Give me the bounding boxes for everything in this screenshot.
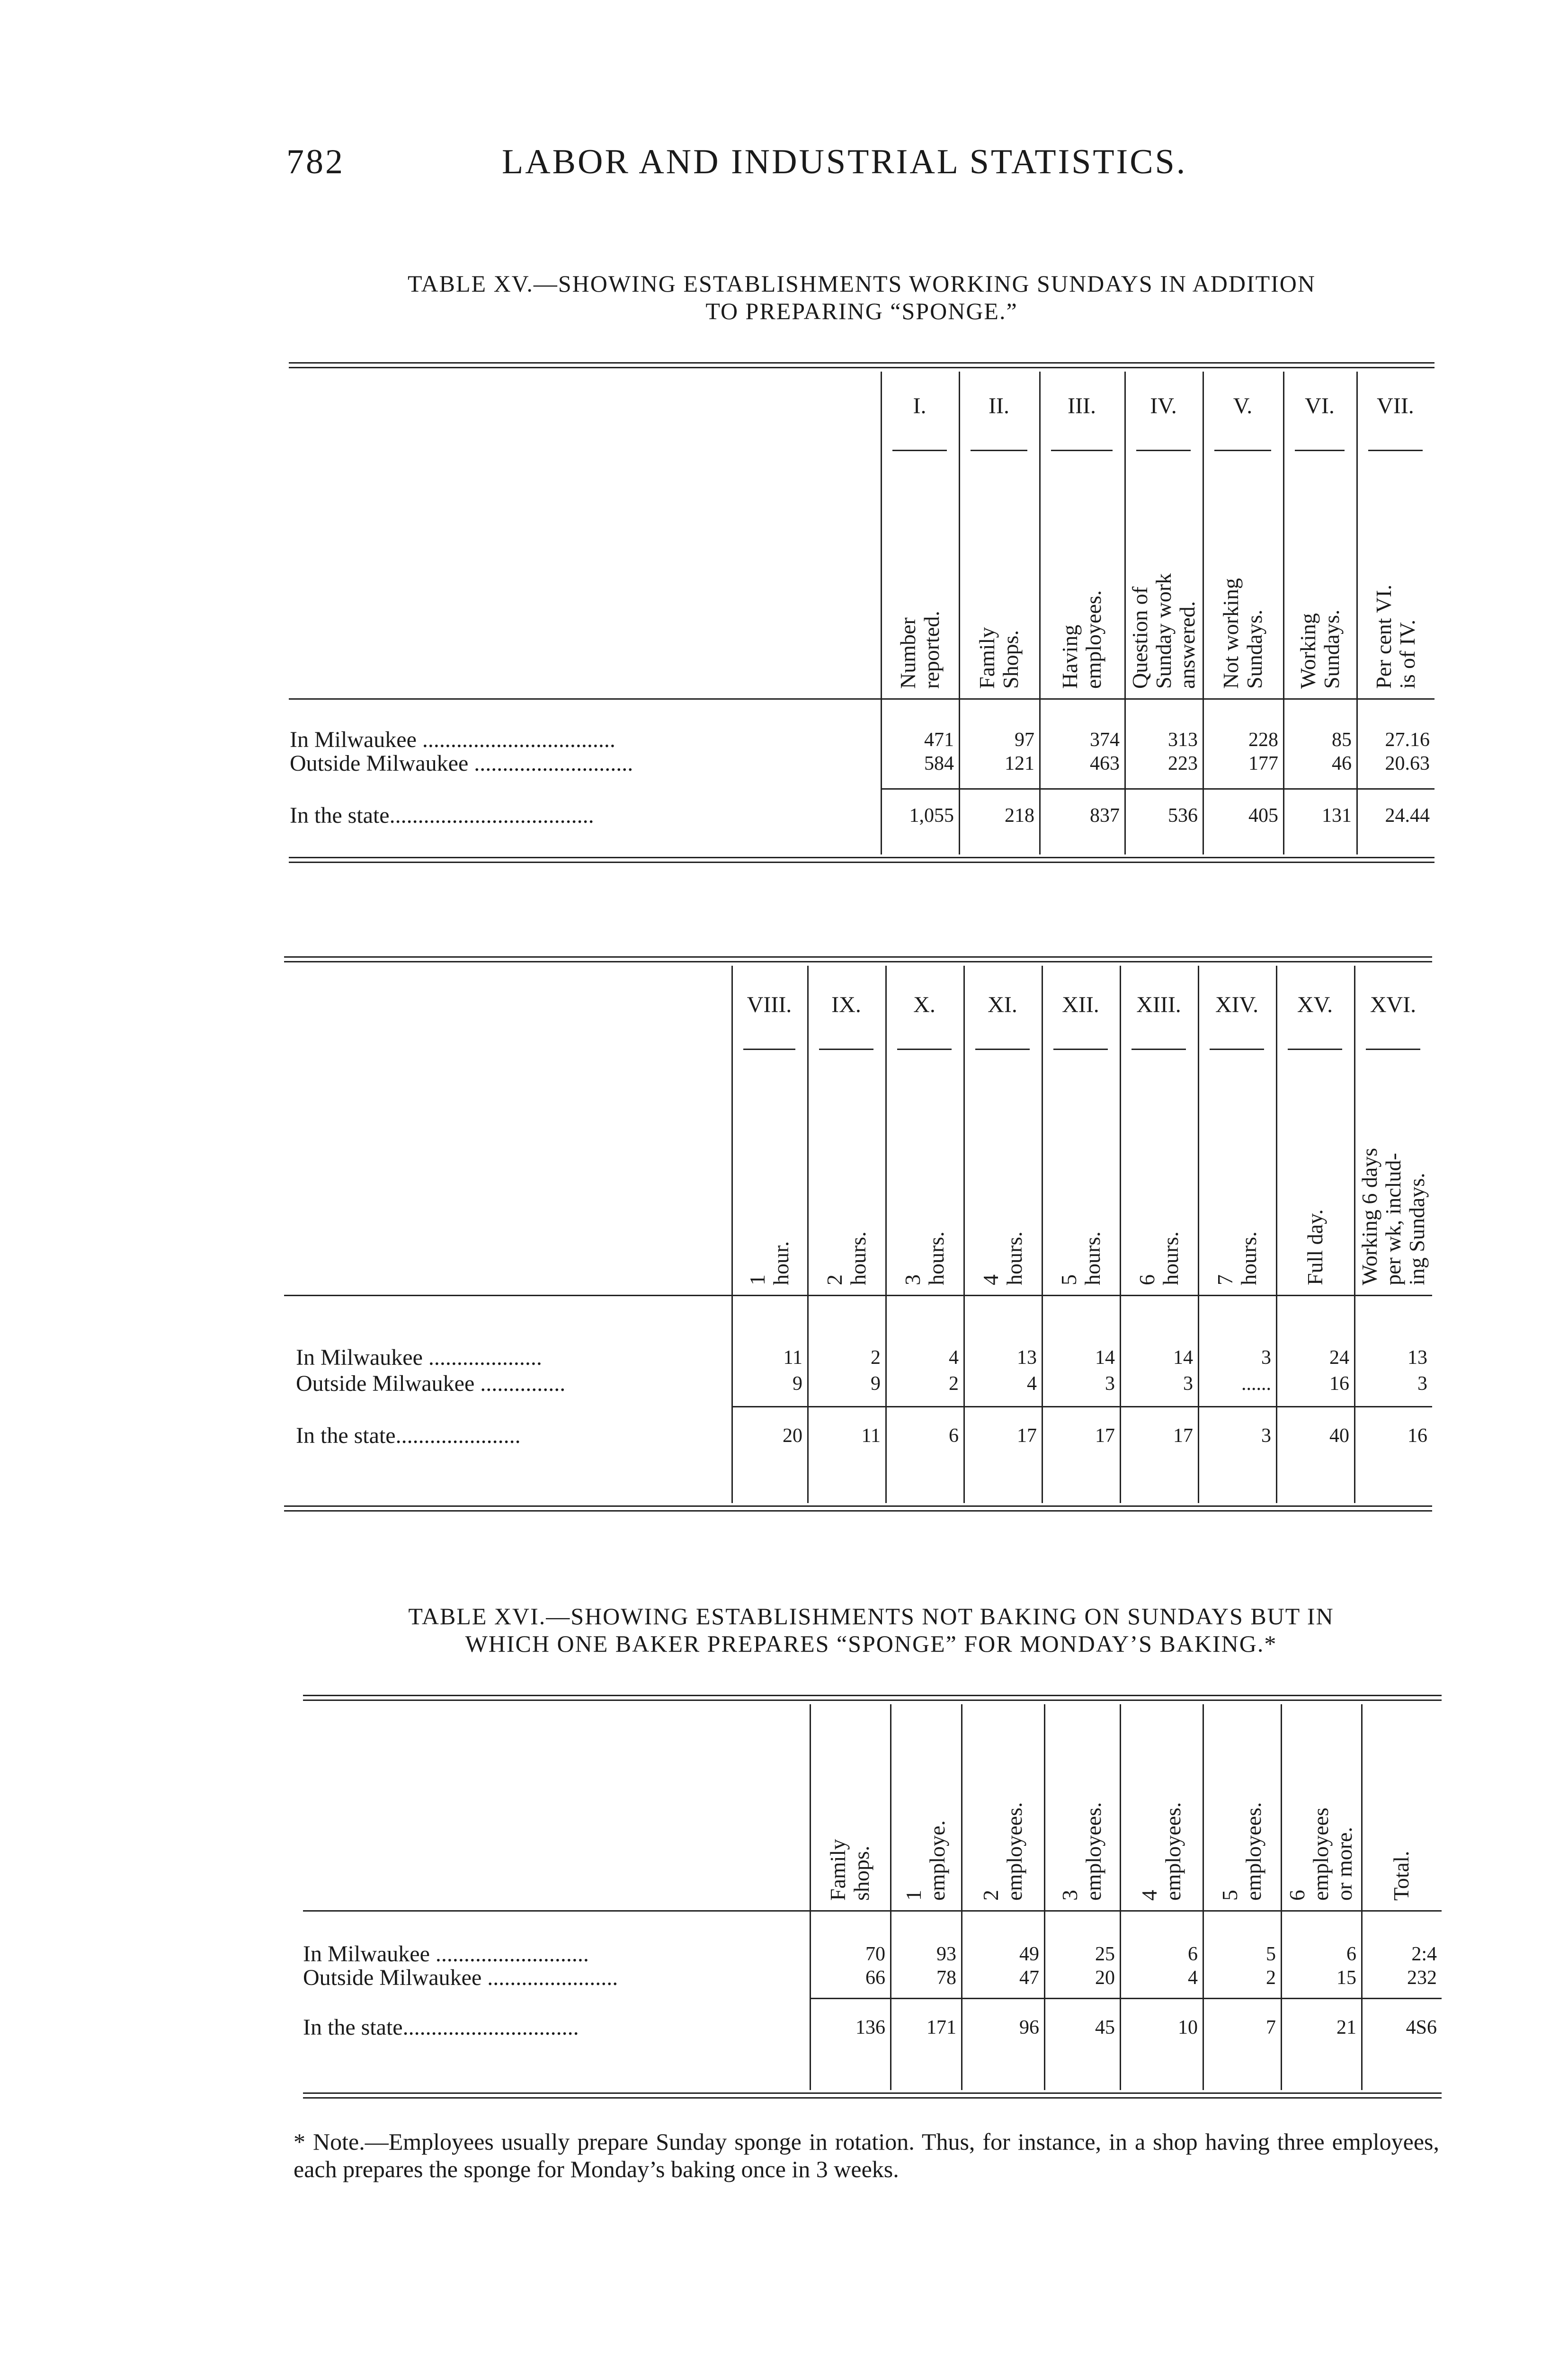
t15a-col-line: [1039, 372, 1041, 854]
t15b-column-header: 2 hours.: [822, 1231, 870, 1285]
t15a-cell: 313: [1168, 729, 1198, 751]
t15b-cell: 17: [1095, 1425, 1115, 1447]
table16-title-line2: WHICH ONE BAKER PREPARES “SPONGE” FOR MONDAY’S BAKING.*: [465, 1630, 1277, 1657]
t16-cell: 15: [1336, 1967, 1356, 1989]
t15b-cell: 14: [1173, 1347, 1193, 1369]
t15b-col-line: [807, 966, 809, 1503]
t15b-col-line: [1042, 966, 1043, 1503]
t16-cell: 4: [1188, 1967, 1198, 1989]
t15a-row-label: In Milwaukee ..................................: [290, 727, 615, 752]
t15b-roman-numeral: XIII.: [1136, 992, 1181, 1017]
t15b-roman-numeral: X.: [913, 992, 935, 1017]
t15b-cell: 17: [1017, 1425, 1037, 1447]
t15b-row-label: In Milwaukee ....................: [296, 1345, 542, 1370]
t15a-cell: 536: [1168, 805, 1198, 827]
t15b-column-header: 3 hours.: [900, 1231, 948, 1285]
t15a-column-header: Having employees.: [1058, 590, 1105, 689]
t15a-row-label: In the state....................................: [290, 803, 594, 828]
t15a-roman-numeral: I.: [913, 393, 927, 418]
t15a-col-line: [881, 372, 882, 854]
t16-top-rule-2: [303, 1700, 1442, 1701]
t15b-cell: ......: [1241, 1373, 1271, 1395]
t15b-col-line: [885, 966, 887, 1503]
t15b-total-rule: [731, 1406, 1432, 1407]
t15a-cell: 27.16: [1385, 729, 1430, 751]
table16-title: [294, 1602, 1449, 1657]
t16-bottom-rule-2: [303, 2097, 1442, 2099]
t15a-bottom-rule: [289, 857, 1434, 858]
t15b-top-rule: [284, 956, 1432, 958]
t15b-column-header: 5 hours.: [1056, 1231, 1105, 1285]
running-title: LABOR AND INDUSTRIAL STATISTICS.: [502, 142, 1187, 181]
t16-column-header: 5 employees.: [1217, 1802, 1265, 1901]
t15b-roman-numeral: XIV.: [1215, 992, 1259, 1017]
t16-column-header: Family shops.: [826, 1839, 873, 1901]
t15b-column-header: 1 hour.: [745, 1241, 793, 1285]
t15b-row-label: In the state......................: [296, 1423, 521, 1448]
t15b-cell: 24: [1329, 1347, 1349, 1369]
t15b-cell: 9: [793, 1373, 802, 1395]
t15a-cell: 131: [1322, 805, 1352, 827]
t16-column-header: Total.: [1389, 1851, 1413, 1901]
t16-cell: 171: [927, 2017, 956, 2038]
t15b-col-line: [1120, 966, 1121, 1503]
t15a-cell: 85: [1332, 729, 1352, 751]
table15-title-line2: TO PREPARING “SPONGE.”: [705, 298, 1018, 324]
t16-cell: 21: [1336, 2017, 1356, 2038]
t15b-col-line: [1276, 966, 1277, 1503]
t16-cell: 2: [1266, 1967, 1276, 1989]
t15a-cell: 121: [1005, 753, 1034, 774]
t15b-column-header: 4 hours.: [978, 1231, 1026, 1285]
t16-column-header: 4 employees.: [1137, 1802, 1185, 1901]
table16-title-line1: TABLE XVI.—SHOWING ESTABLISHMENTS NOT BAKING ON SUNDAYS BUT IN: [408, 1603, 1334, 1629]
t16-cell: 45: [1095, 2017, 1115, 2038]
t15a-cell: 24.44: [1385, 805, 1430, 827]
t15b-cell: 4: [1027, 1373, 1037, 1395]
t16-bottom-rule: [303, 2092, 1442, 2094]
t16-cell: 6: [1346, 1943, 1356, 1965]
t15b-cell: 16: [1408, 1425, 1427, 1447]
t15b-bottom-rule-2: [284, 1510, 1432, 1512]
t15a-header-rule: [289, 698, 1434, 700]
t16-cell: 10: [1178, 2017, 1198, 2038]
t15b-cell: 11: [861, 1425, 881, 1447]
t15b-col-line: [1198, 966, 1199, 1503]
t15b-cell: 3: [1261, 1347, 1271, 1369]
t15b-cell: 3: [1417, 1373, 1427, 1395]
t15a-column-header: Not working Sundays.: [1219, 578, 1266, 689]
t15a-col-line: [959, 372, 960, 854]
t15b-cell: 9: [871, 1373, 881, 1395]
t16-header-rule: [303, 1910, 1442, 1912]
t15a-top-rule: [289, 362, 1434, 364]
t15a-cell: 837: [1090, 805, 1120, 827]
t15a-cell: 1,055: [909, 805, 954, 827]
t16-column-header: 2 employees.: [978, 1802, 1026, 1901]
t15b-top-rule-2: [284, 961, 1432, 962]
t15b-cell: 20: [783, 1425, 802, 1447]
t15b-row-label: Outside Milwaukee ...............: [296, 1371, 566, 1396]
t15a-bottom-rule-2: [289, 862, 1434, 863]
t15b-cell: 3: [1183, 1373, 1193, 1395]
t15b-column-header: 7 hours.: [1212, 1231, 1261, 1285]
t16-cell: 232: [1407, 1967, 1437, 1989]
t16-cell: 4S6: [1406, 2017, 1437, 2038]
t16-cell: 47: [1019, 1967, 1039, 1989]
t15b-cell: 14: [1095, 1347, 1115, 1369]
t16-column-header: 6 employees or more.: [1285, 1807, 1356, 1901]
t15b-col-line: [1354, 966, 1355, 1503]
t15a-roman-numeral: V.: [1233, 393, 1253, 418]
t15a-roman-numeral: VI.: [1305, 393, 1335, 418]
t16-cell: 7: [1266, 2017, 1276, 2038]
t15b-header-rule: [284, 1295, 1432, 1296]
t15a-cell: 218: [1005, 805, 1034, 827]
t15a-cell: 584: [924, 753, 954, 774]
t15b-cell: 17: [1173, 1425, 1193, 1447]
t16-row-label: In the state...............................: [303, 2015, 579, 2040]
t16-cell: 136: [855, 2017, 885, 2038]
t15a-col-line: [1124, 372, 1126, 854]
footnote: * Note.—Employees usually prepare Sunday sponge in rotation. Thus, for instance, in a shop having three employees, each prepares the sponge for Monday’s baking once in 3 weeks.: [294, 2128, 1439, 2182]
table15-title: [284, 270, 1439, 325]
t16-cell: 78: [936, 1967, 956, 1989]
t15a-cell: 471: [924, 729, 954, 751]
t16-cell: 2:4: [1411, 1943, 1437, 1965]
t15b-cell: 3: [1261, 1425, 1271, 1447]
t15a-cell: 463: [1090, 753, 1120, 774]
t15b-cell: 16: [1329, 1373, 1349, 1395]
t15a-cell: 20.63: [1385, 753, 1430, 774]
t15b-roman-numeral: XVI.: [1370, 992, 1417, 1017]
t15a-cell: 177: [1248, 753, 1278, 774]
t16-cell: 49: [1019, 1943, 1039, 1965]
t15b-bottom-rule: [284, 1505, 1432, 1507]
t15a-row-label: Outside Milwaukee ............................: [290, 751, 633, 776]
t15b-roman-numeral: IX.: [831, 992, 861, 1017]
t16-row-label: In Milwaukee ...........................: [303, 1941, 589, 1967]
t16-column-header: 1 employe.: [901, 1820, 949, 1901]
t16-cell: 70: [865, 1943, 885, 1965]
t15b-roman-numeral: XI.: [988, 992, 1017, 1017]
t15a-cell: 405: [1248, 805, 1278, 827]
t16-cell: 6: [1188, 1943, 1198, 1965]
t15b-column-header: Full day.: [1302, 1209, 1327, 1285]
t15b-cell: 2: [871, 1347, 881, 1369]
t16-cell: 5: [1266, 1943, 1276, 1965]
t16-cell: 66: [865, 1967, 885, 1989]
t15a-col-line: [1356, 372, 1358, 854]
t16-cell: 20: [1095, 1967, 1115, 1989]
t15a-cell: 46: [1332, 753, 1352, 774]
t15b-cell: 3: [1105, 1373, 1115, 1395]
t15b-cell: 4: [949, 1347, 959, 1369]
t15a-roman-numeral: VII.: [1377, 393, 1414, 418]
t15b-cell: 13: [1017, 1347, 1037, 1369]
t15a-top-rule-2: [289, 367, 1434, 368]
t15b-col-line: [963, 966, 965, 1503]
t15b-cell: 6: [949, 1425, 959, 1447]
t16-column-header: 3 employees.: [1058, 1802, 1105, 1901]
t15b-cell: 40: [1329, 1425, 1349, 1447]
t15a-column-header: Question of Sunday work answered.: [1127, 573, 1199, 689]
t15a-total-rule: [881, 788, 1434, 790]
t16-total-rule: [810, 1998, 1442, 1999]
t16-cell: 25: [1095, 1943, 1115, 1965]
t15a-column-header: Per cent VI. is of IV.: [1371, 584, 1419, 689]
t15b-roman-numeral: XV.: [1297, 992, 1333, 1017]
t15b-cell: 11: [783, 1347, 802, 1369]
t15a-cell: 223: [1168, 753, 1198, 774]
t15b-column-header: 6 hours.: [1134, 1231, 1183, 1285]
t15a-cell: 374: [1090, 729, 1120, 751]
t15b-col-line: [731, 966, 733, 1503]
t15b-cell: 2: [949, 1373, 959, 1395]
t15a-col-line: [1283, 372, 1284, 854]
t15b-cell: 13: [1408, 1347, 1427, 1369]
t15a-column-header: Working Sundays.: [1295, 609, 1344, 689]
t16-cell: 93: [936, 1943, 956, 1965]
t16-cell: 96: [1019, 2017, 1039, 2038]
table15-title-line1: TABLE XV.—SHOWING ESTABLISHMENTS WORKING SUNDAYS IN ADDITION: [407, 270, 1316, 297]
t15a-cell: 228: [1248, 729, 1278, 751]
t15a-roman-numeral: III.: [1068, 393, 1096, 418]
t15a-col-line: [1203, 372, 1204, 854]
t15a-column-header: Family Shops.: [975, 627, 1023, 689]
t16-top-rule: [303, 1695, 1442, 1696]
t16-row-label: Outside Milwaukee .......................: [303, 1965, 618, 1990]
t15a-column-header: Number reported.: [895, 611, 944, 689]
page-number: 782: [286, 142, 345, 181]
t15b-roman-numeral: VIII.: [747, 992, 792, 1017]
t15b-column-header: Working 6 days per wk, includ- ing Sundays.: [1357, 1148, 1429, 1285]
t15b-roman-numeral: XII.: [1062, 992, 1099, 1017]
t15a-cell: 97: [1015, 729, 1034, 751]
t15a-roman-numeral: IV.: [1150, 393, 1177, 418]
t15a-roman-numeral: II.: [989, 393, 1009, 418]
